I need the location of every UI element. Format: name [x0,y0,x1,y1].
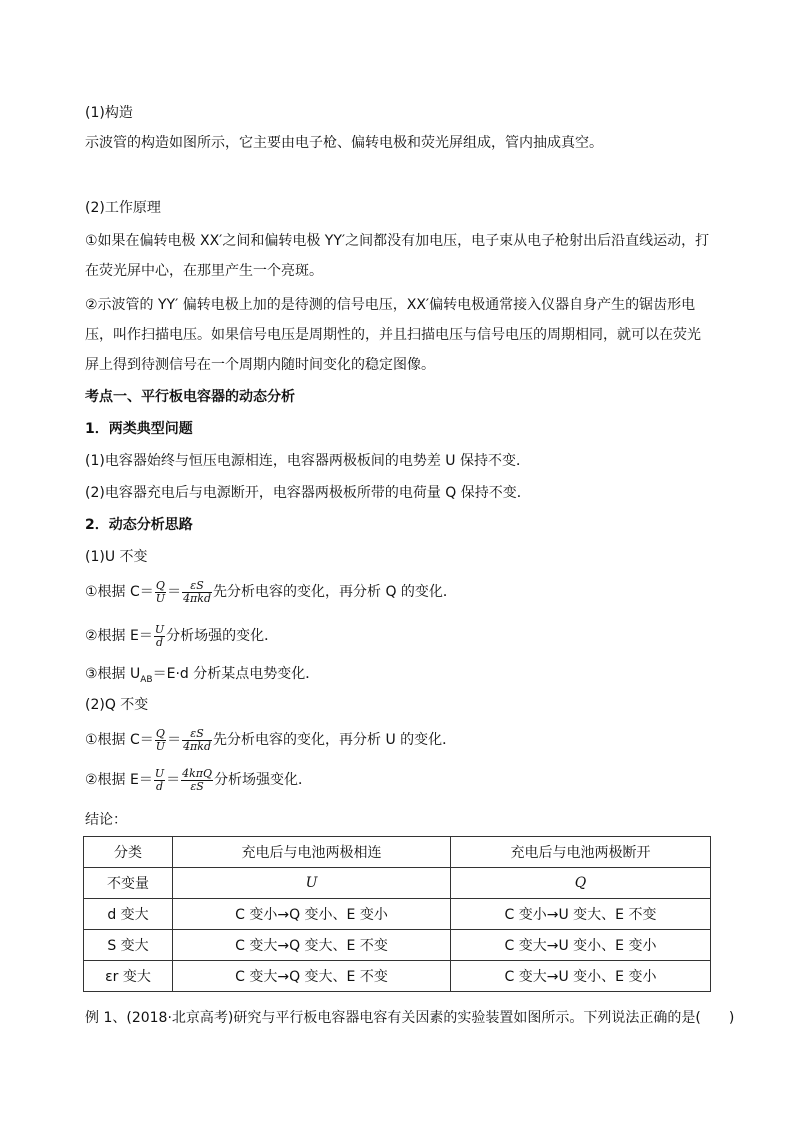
formula-line-u3 [85,664,319,690]
table-header-row [84,837,711,868]
formula-prefix: ②根据 E＝ [85,628,153,644]
q-constant-heading: (2)Q 不变 [85,697,149,713]
section-heading-structure: (1)构造 [85,105,133,121]
formula-suffix: 分析场强的变化． [166,628,279,644]
formula-prefix: ①根据 C＝ [85,732,154,748]
formula-line-q1 [85,726,456,754]
formula-suffix: 先分析电容的变化，再分析 Q 的变化． [213,584,457,600]
table-cell: d 变大 [84,899,173,930]
conclusion-label: 结论： [85,812,127,828]
table-cell: C 变小→U 变大、E 不变 [451,899,711,930]
fraction-eps-s-over-4pikd: $\frac{\varepsilon S}{\text{4πkd}}$ [183,726,211,753]
table-header-cell: 充电后与电池两极相连 [173,837,451,868]
kaodian-title: 考点一、平行板电容器的动态分析 [85,389,295,405]
formula-suffix: 先分析电容的变化，再分析 U 的变化． [213,732,457,748]
fraction-u-over-d: $\frac{U}{d}$ [154,766,165,793]
equals-sign: ＝ [167,732,182,748]
subscript-ab: AB [140,674,153,685]
fraction-q-over-u: $\frac{Q}{U}$ [155,726,166,753]
case-2-text: (2)电容器充电后与电源断开，电容器两极板所带的电荷量 Q 保持不变． [85,485,531,501]
table-row [84,930,711,961]
formula-suffix: 分析场强变化． [214,772,313,788]
table-cell: C 变大→Q 变大、E 不变 [173,961,451,992]
table-cell: 不变量 [84,868,173,899]
table-cell: S 变大 [84,930,173,961]
table-cell: C 变大→U 变小、E 变小 [451,961,711,992]
formula-prefix: ③根据 U [85,666,141,682]
table-cell: C 变大→U 变小、E 变小 [451,930,711,961]
table-cell: Q [451,868,711,899]
table-cell: C 变大→Q 变大、E 不变 [173,930,451,961]
u-constant-heading: (1)U 不变 [85,549,148,565]
formula-line-u2 [85,622,278,650]
subheading-dynamic-analysis: 2．动态分析思路 [85,517,193,533]
table-row [84,868,711,899]
table-cell: C 变小→Q 变小、E 变小 [173,899,451,930]
principle-paragraph-1: ①如果在偏转电极 XX′之间和偏转电极 YY′之间都没有加电压，电子束从电子枪射出后沿直线运动，打在荧光屏中心，在那里产生一个亮斑。 [85,233,710,279]
equals-sign: ＝ [166,772,181,788]
fraction-4kpiq-over-eps-s: $\frac{\text{4kπQ}}{\varepsilon S}$ [182,766,213,793]
table-cell: U [173,868,451,899]
formula-suffix: ＝E·d 分析某点电势变化． [152,666,320,682]
table-row [84,899,711,930]
conclusion-table [83,836,711,992]
principle-paragraph-2: ②示波管的 YY′ 偏转电极上加的是待测的信号电压，XX′偏转电极通常接入仪器自身产生的锯齿形电压，叫作扫描电压。如果信号电压是周期性的，并且扫描电压与信号电压的周期相同，就可以在荧光屏上得到待测信号在一个周期内随时间变化的稳定图像。 [85,297,701,373]
formula-prefix: ②根据 E＝ [85,772,153,788]
table-cell: εr 变大 [84,961,173,992]
structure-text: 示波管的构造如图所示，它主要由电子枪、偏转电极和荧光屏组成，管内抽成真空。 [85,135,603,151]
subheading-two-types: 1．两类典型问题 [85,421,193,437]
fraction-eps-s-over-4pikd: $\frac{\varepsilon S}{\text{4πkd}}$ [183,578,211,605]
table-row [84,961,711,992]
example-1-question: 例 1、(2018·北京高考)研究与平行板电容器电容有关因素的实验装置如图所示。下列说法正确的是( ) [85,1010,735,1026]
fraction-u-over-d: $\frac{U}{d}$ [154,622,165,649]
section-heading-principle: (2)工作原理 [85,200,161,216]
formula-line-q2 [85,766,312,794]
table-header-cell: 充电后与电池两极断开 [451,837,711,868]
equals-sign: ＝ [167,584,182,600]
formula-prefix: ①根据 C＝ [85,584,154,600]
formula-line-u1 [85,578,457,606]
case-1-text: (1)电容器始终与恒压电源相连，电容器两极板间的电势差 U 保持不变． [85,453,530,469]
table-header-cell: 分类 [84,837,173,868]
fraction-q-over-u: $\frac{Q}{U}$ [155,578,166,605]
